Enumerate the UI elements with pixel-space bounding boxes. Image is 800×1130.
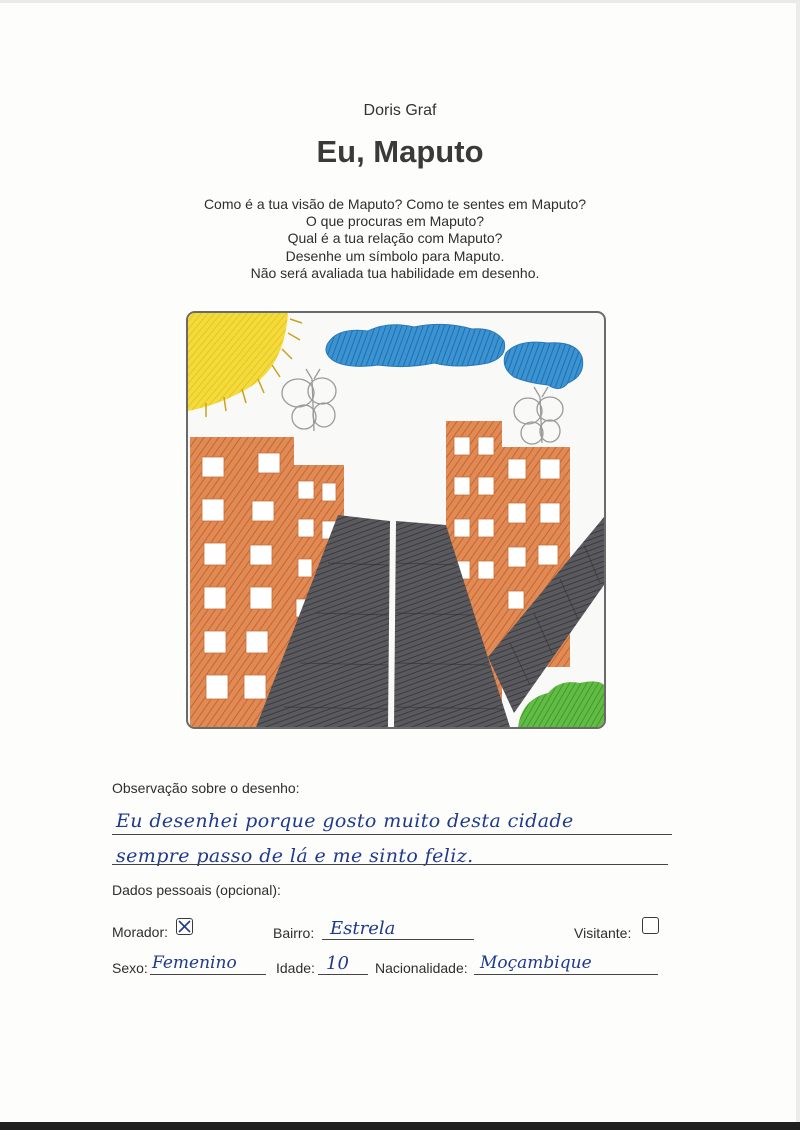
sex-value: Femenino	[152, 953, 237, 973]
prompt-line: Como é a tua visão de Maputo? Como te sentes em Maputo?	[203, 196, 587, 212]
resident-label: Morador:	[112, 924, 169, 940]
drawing-frame	[186, 311, 606, 729]
page-edge-top	[0, 0, 800, 3]
page-title: Eu, Maputo	[316, 134, 484, 169]
prompt-questions	[0, 196, 790, 282]
sex-rule	[150, 974, 266, 975]
nationality-value: Moçambique	[480, 953, 592, 973]
personal-data-label: Dados pessoais (opcional):	[112, 882, 281, 898]
prompt-line: Não será avaliada tua habilidade em desenho.	[250, 264, 540, 281]
age-label: Idade:	[276, 960, 315, 976]
butterfly-icon	[514, 387, 563, 444]
page-edge-bottom	[0, 1122, 800, 1130]
observation-label: Observação sobre o desenho:	[112, 780, 300, 796]
prompt-line: O que procuras em Maputo?	[305, 213, 485, 230]
neighborhood-value: Estrela	[330, 918, 396, 939]
nationality-label: Nacionalidade:	[375, 960, 468, 976]
butterfly-icon	[282, 369, 336, 431]
neighborhood-label: Bairro:	[273, 925, 315, 941]
cloud-icon	[326, 324, 583, 388]
checkmark-x-icon	[177, 919, 192, 934]
visitor-checkbox[interactable]	[642, 917, 659, 934]
author-name: Doris Graf	[363, 102, 437, 119]
prompt-line: Desenhe um símbolo para Maputo.	[285, 247, 505, 264]
age-value: 10	[326, 953, 349, 974]
observation-rule-2	[112, 864, 668, 865]
visitor-label: Visitante:	[574, 925, 632, 941]
observation-text-line-1: Eu desenhei porque gosto muito desta cidade	[116, 810, 574, 832]
neighborhood-rule	[322, 939, 474, 940]
prompt-line: Qual é a tua relação com Maputo?	[287, 230, 503, 247]
nationality-rule	[474, 974, 658, 975]
age-rule	[318, 974, 368, 975]
observation-rule-1	[112, 834, 672, 835]
sex-label: Sexo:	[112, 960, 148, 976]
resident-checkbox[interactable]	[176, 918, 193, 935]
child-drawing	[188, 313, 604, 727]
observation-text-line-2: sempre passo de lá e me sinto feliz.	[116, 845, 474, 867]
